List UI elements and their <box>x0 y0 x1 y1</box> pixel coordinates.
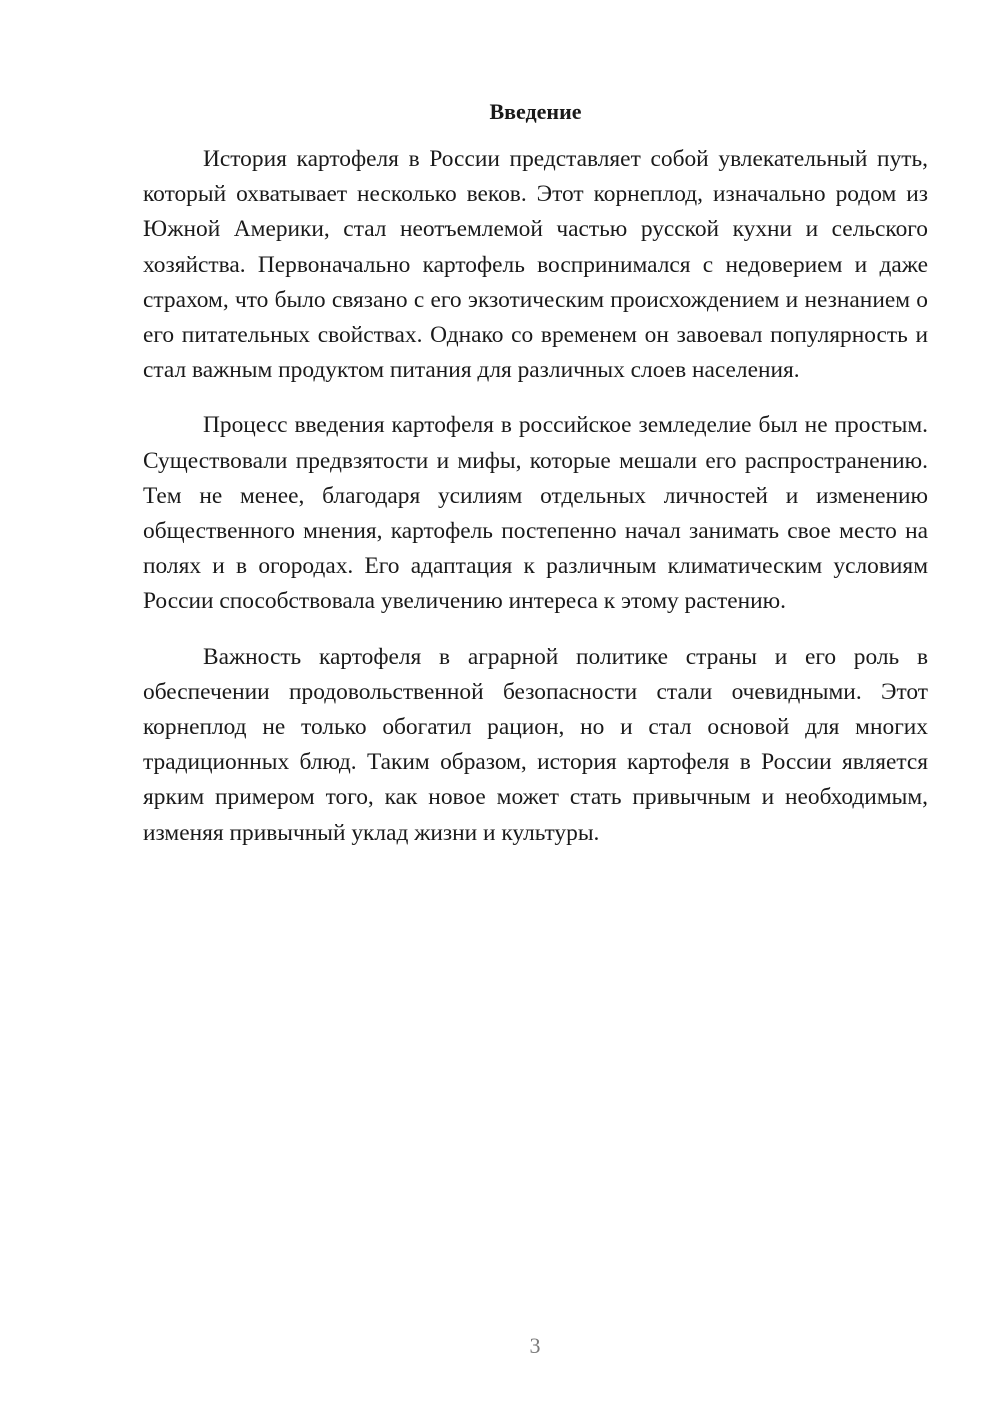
document-body <box>143 142 928 871</box>
paragraph: Процесс введения картофеля в российское земледелие был не простым. Существовали предвзятости и мифы, которые мешали его распространению. Тем не менее, благодаря усилиям отдельных личностей и изменению общественного мнения, картофель постепенно начал занимать свое место на полях и в огородах. Его адаптация к различным климатическим условиям России способствовала увеличению интереса к этому растению. <box>143 412 928 615</box>
paragraph: Важность картофеля в аграрной политике страны и его роль в обеспечении продовольственной безопасности стали очевидными. Этот корнеплод не только обогатил рацион, но и стал основой для многих традиционных блюд. Таким образом, история картофеля в России является ярким примером того, как новое может стать привычным и необходимым, изменяя привычный уклад жизни и культуры. <box>143 643 928 846</box>
section-title: Введение <box>489 99 582 124</box>
page-number: 3 <box>529 1333 541 1358</box>
paragraph: История картофеля в России представляет собой увлекательный путь, который охватывает несколько веков. Этот корнеплод, изначально родом из Южной Америки, стал неотъемлемой частью русской кухни и сельского хозяйства. Первоначально картофель воспринимался с недоверием и даже страхом, что было связано с его экзотическим происхождением и незнанием о его питательных свойствах. Однако со временем он завоевал популярность и стал важным продуктом питания для различных слоев населения. <box>143 146 928 384</box>
